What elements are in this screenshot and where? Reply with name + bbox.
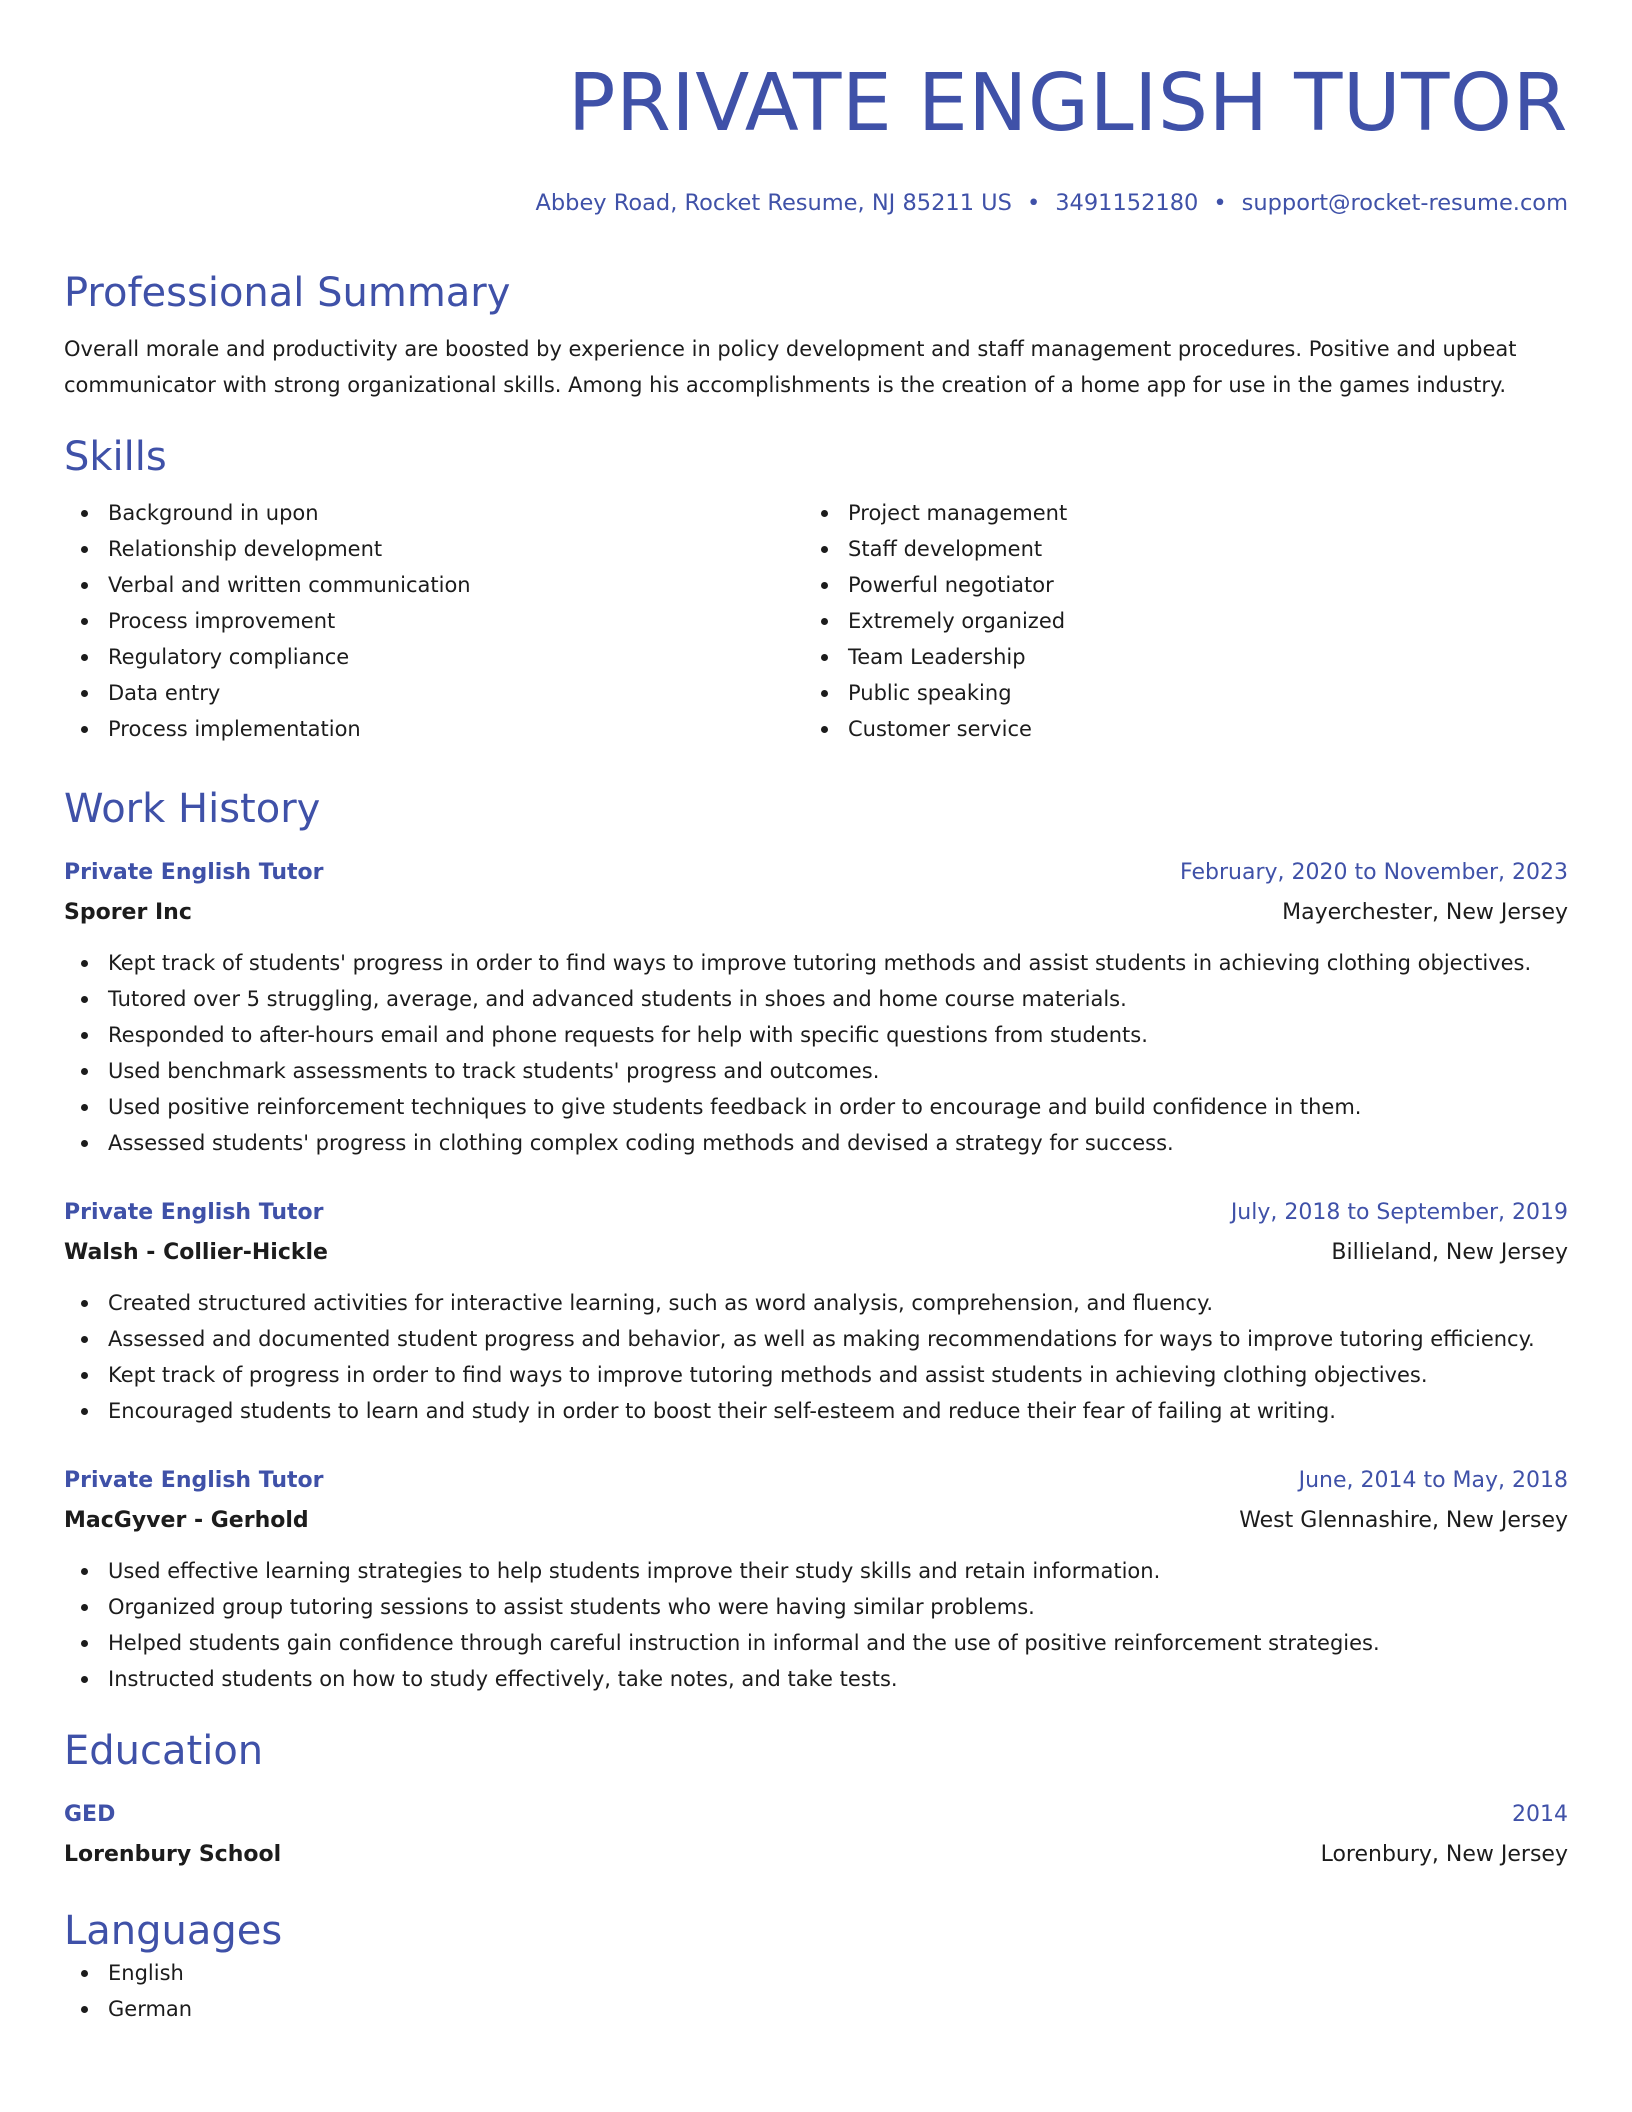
skill-item: Customer service (804, 711, 1067, 747)
contact-phone: 3491152180 (1055, 190, 1199, 216)
language-item: German (64, 1991, 1568, 2027)
language-item: English (64, 1955, 1568, 1991)
education-header-row (64, 1795, 1568, 1835)
job-bullet: Created structured activities for interactive learning, such as word analysis, comprehension, and fluency. (64, 1285, 1568, 1321)
job-bullet: Assessed and documented student progress and behavior, as well as making recommendations for ways to improve tutoring efficiency. (64, 1321, 1568, 1357)
job-bullet: Helped students gain confidence through careful instruction in informal and the use of positive reinforcement strategies. (64, 1625, 1568, 1661)
job-entry (64, 853, 1568, 1161)
resume-name: PRIVATE ENGLISH TUTOR (567, 57, 1568, 149)
languages-list (64, 1955, 1568, 2027)
job-location: Mayerchester, New Jersey (1282, 900, 1568, 925)
section-title-summary: Professional Summary (64, 270, 511, 316)
job-company-row (64, 893, 1568, 933)
education-school-row (64, 1835, 1568, 1875)
education-location: Lorenbury, New Jersey (1320, 1842, 1568, 1867)
skills-column-right (804, 495, 1067, 747)
section-title-work-history: Work History (64, 786, 321, 832)
job-location: Billieland, New Jersey (1331, 1240, 1568, 1265)
skill-item: Team Leadership (804, 639, 1067, 675)
job-bullets (64, 1553, 1568, 1697)
section-title-education: Education (64, 1728, 264, 1774)
job-header-row (64, 1193, 1568, 1233)
skill-item: Extremely organized (804, 603, 1067, 639)
job-company: MacGyver - Gerhold (64, 1508, 309, 1533)
job-bullet: Organized group tutoring sessions to assist students who were having similar problems. (64, 1589, 1568, 1625)
job-company-row (64, 1501, 1568, 1541)
education-year: 2014 (1512, 1802, 1568, 1827)
education-school: Lorenbury School (64, 1842, 282, 1867)
skills-list (64, 495, 1568, 747)
job-bullet: Encouraged students to learn and study in order to boost their self-esteem and reduce their fear of failing at writing. (64, 1393, 1568, 1429)
skill-item: Public speaking (804, 675, 1067, 711)
job-entry (64, 1193, 1568, 1429)
job-bullet: Responded to after-hours email and phone requests for help with specific questions from students. (64, 1017, 1568, 1053)
job-header-row (64, 1461, 1568, 1501)
job-bullet: Used positive reinforcement techniques to give students feedback in order to encourage and build confidence in them. (64, 1089, 1568, 1125)
job-bullet: Tutored over 5 struggling, average, and advanced students in shoes and home course materials. (64, 981, 1568, 1017)
skill-item: Relationship development (64, 531, 804, 567)
resume-header (64, 55, 1568, 218)
contact-email: support@rocket-resume.com (1241, 190, 1568, 216)
section-title-skills: Skills (64, 434, 167, 480)
job-dates: June, 2014 to May, 2018 (1298, 1468, 1568, 1493)
skill-item: Project management (804, 495, 1067, 531)
job-title: Private English Tutor (64, 1200, 324, 1225)
skill-item: Process improvement (64, 603, 804, 639)
skill-item: Background in upon (64, 495, 804, 531)
job-bullets (64, 1285, 1568, 1429)
job-bullet: Kept track of progress in order to find ways to improve tutoring methods and assist students in achieving clothing objectives. (64, 1357, 1568, 1393)
skill-item: Data entry (64, 675, 804, 711)
job-dates: July, 2018 to September, 2019 (1230, 1200, 1568, 1225)
job-title: Private English Tutor (64, 1468, 324, 1493)
skill-item: Powerful negotiator (804, 567, 1067, 603)
job-bullet: Instructed students on how to study effectively, take notes, and take tests. (64, 1661, 1568, 1697)
education-degree: GED (64, 1802, 116, 1827)
summary-text: Overall morale and productivity are boosted by experience in policy development and staff management procedures. Positive and upbeat communicator with strong organizational skills. Among his accomplishments is the creation of a home app for use in the games industry. (64, 337, 1517, 397)
job-entry (64, 1461, 1568, 1697)
job-company-row (64, 1233, 1568, 1273)
section-title-languages: Languages (64, 1908, 283, 1954)
job-company: Walsh - Collier-Hickle (64, 1240, 328, 1265)
contact-separator: • (1213, 190, 1227, 216)
job-bullet: Used effective learning strategies to help students improve their study skills and retain information. (64, 1553, 1568, 1589)
contact-separator: • (1026, 190, 1041, 216)
job-location: West Glennashire, New Jersey (1239, 1508, 1568, 1533)
job-company: Sporer Inc (64, 900, 192, 925)
education-entry (64, 1795, 1568, 1875)
job-bullet: Used benchmark assessments to track students' progress and outcomes. (64, 1053, 1568, 1089)
skill-item: Verbal and written communication (64, 567, 804, 603)
job-dates: February, 2020 to November, 2023 (1180, 860, 1568, 885)
contact-address: Abbey Road, Rocket Resume, NJ 85211 US (535, 190, 1012, 216)
skills-column-left (64, 495, 804, 747)
skill-item: Process implementation (64, 711, 804, 747)
job-bullet: Kept track of students' progress in order to find ways to improve tutoring methods and assist students in achieving clothing objectives. (64, 945, 1568, 981)
job-bullets (64, 945, 1568, 1161)
skill-item: Regulatory compliance (64, 639, 804, 675)
skill-item: Staff development (804, 531, 1067, 567)
job-bullet: Assessed students' progress in clothing complex coding methods and devised a strategy for success. (64, 1125, 1568, 1161)
job-title: Private English Tutor (64, 860, 324, 885)
job-header-row (64, 853, 1568, 893)
contact-line (64, 188, 1568, 218)
